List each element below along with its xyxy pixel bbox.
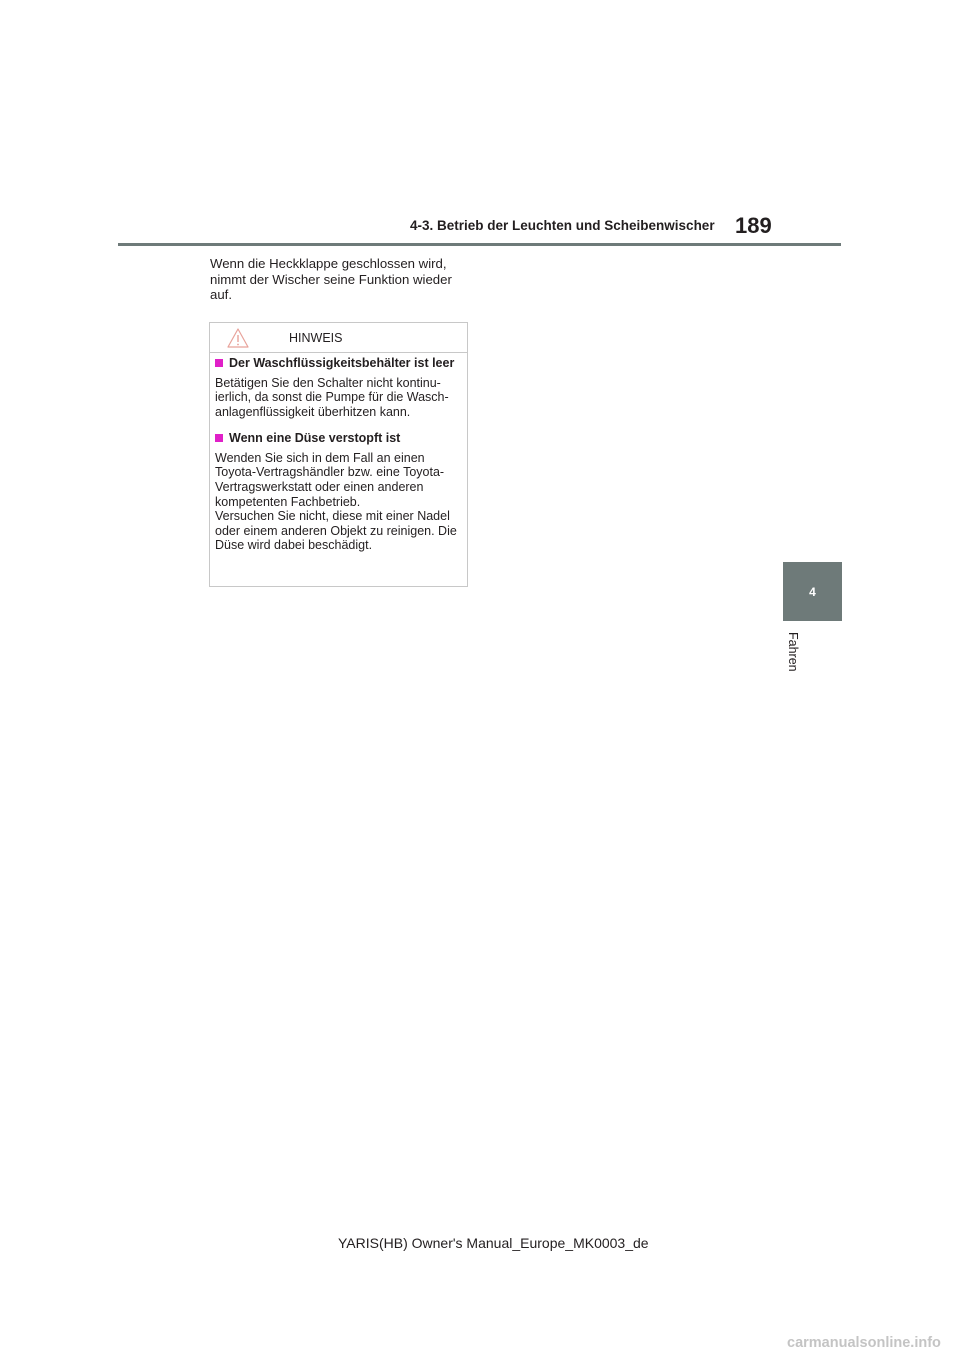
section-title: 4-3. Betrieb der Leuchten und Scheibenwischer [410,218,715,233]
bullet-square-icon [215,359,223,367]
notice-heading-nozzle-clogged [215,431,463,446]
chapter-label: Fahren [786,632,800,672]
notice-text-nozzle-clogged: Wenden Sie sich in dem Fall an einen Toyota-Vertragshändler bzw. eine Toyota-Vertragswerkstatt oder einen anderen kompetenten Fachbetrieb. [215,450,445,509]
notice-heading-text: Der Waschflüssigkeitsbehälter ist leer [229,356,455,370]
body-paragraph: Wenn die Heckklappe geschlossen wird, nimmt der Wischer seine Funktion wieder auf. [210,256,452,302]
notice-heading-washer-empty [215,356,463,371]
footer-manual-id: YARIS(HB) Owner's Manual_Europe_MK0003_de [338,1235,649,1251]
bullet-square-icon [215,434,223,442]
watermark: carmanualsonline.info [787,1335,941,1351]
notice-header [210,323,467,353]
warning-triangle-icon [227,328,249,348]
chapter-number: 4 [809,584,816,599]
notice-box [209,322,468,587]
notice-text-washer-empty: Betätigen Sie den Schalter nicht kontinu-ierlich, da sonst die Pumpe für die Wasch-anlagenflüssigkeit überhitzen kann. [215,375,449,419]
page-number: 189 [735,213,772,238]
notice-label: HINWEIS [289,331,343,345]
notice-content [215,356,463,553]
notice-heading-text: Wenn eine Düse verstopft ist [229,431,401,446]
header-divider [118,243,841,246]
notice-text-nozzle-warning: Versuchen Sie nicht, diese mit einer Nadel oder einem anderen Objekt zu reinigen. Die Düse wird dabei beschädigt. [215,509,457,553]
chapter-tab [783,562,842,621]
